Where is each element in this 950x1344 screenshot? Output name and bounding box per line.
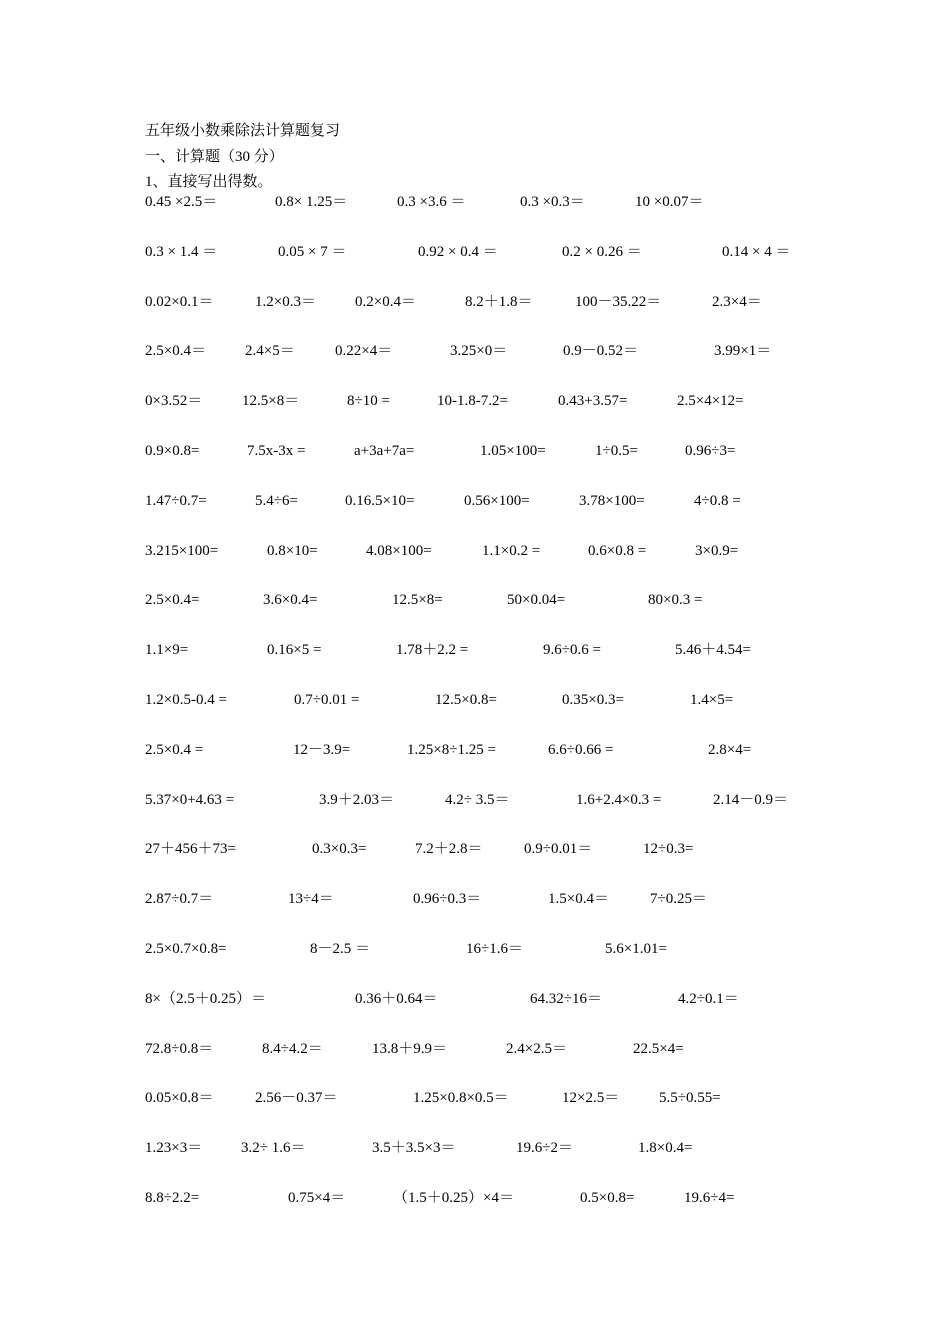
problem-item: 0.16.5×10= bbox=[345, 493, 415, 509]
problem-item: 0.7÷0.01 = bbox=[294, 692, 360, 708]
problem-item: 4.2÷ 3.5＝ bbox=[445, 792, 510, 808]
problem-item: 0.96÷0.3＝ bbox=[413, 891, 482, 907]
problem-item: 3.215×100= bbox=[145, 543, 219, 559]
problem-row bbox=[0, 989, 950, 1013]
problem-item: 1.47÷0.7= bbox=[145, 493, 207, 509]
problem-item: 16÷1.6＝ bbox=[466, 941, 523, 957]
problem-item: 0.14 × 4 ＝ bbox=[722, 244, 791, 260]
problem-item: 0.9－0.52＝ bbox=[563, 343, 639, 359]
problem-item: 19.6÷4= bbox=[684, 1190, 735, 1206]
problem-item: 0×3.52＝ bbox=[145, 393, 203, 409]
problem-row bbox=[0, 341, 950, 365]
problem-item: 5.37×0+4.63 = bbox=[145, 792, 235, 808]
problem-item: 5.6×1.01= bbox=[605, 941, 667, 957]
problem-item: 0.02×0.1＝ bbox=[145, 294, 214, 310]
problem-item: 27＋456＋73= bbox=[145, 841, 236, 857]
problem-item: 1.5×0.4＝ bbox=[548, 891, 609, 907]
problem-item: 1.2×0.5-0.4 = bbox=[145, 692, 227, 708]
problem-item: 4÷0.8 = bbox=[694, 493, 741, 509]
problem-item: 5.46＋4.54= bbox=[675, 642, 751, 658]
problem-item: 0.43+3.57= bbox=[558, 393, 628, 409]
problem-item: 1÷0.5= bbox=[595, 443, 638, 459]
problem-item: 1.05×100= bbox=[480, 443, 546, 459]
problem-item: 0.96÷3= bbox=[685, 443, 736, 459]
problem-item: 3.99×1＝ bbox=[714, 343, 772, 359]
problem-row bbox=[0, 1138, 950, 1162]
problem-item: 1.23×3＝ bbox=[145, 1140, 203, 1156]
problem-row bbox=[0, 740, 950, 764]
problem-item: 8÷10 = bbox=[347, 393, 390, 409]
problem-item: 1.1×0.2 = bbox=[482, 543, 541, 559]
problem-item: 2.8×4= bbox=[708, 742, 752, 758]
problem-item: 5.5÷0.55= bbox=[659, 1090, 721, 1106]
problem-item: 0.9÷0.01＝ bbox=[524, 841, 593, 857]
problem-row bbox=[0, 491, 950, 515]
section-heading: 一、计算题（30 分） bbox=[145, 149, 284, 165]
problem-item: 0.05×0.8＝ bbox=[145, 1090, 214, 1106]
problem-item: 3.25×0＝ bbox=[450, 343, 508, 359]
subsection-heading: 1、直接写出得数。 bbox=[145, 174, 273, 190]
problem-row bbox=[0, 192, 950, 216]
problem-item: 1.78＋2.2 = bbox=[396, 642, 469, 658]
problem-item: 22.5×4= bbox=[633, 1041, 684, 1057]
worksheet-title: 五年级小数乘除法计算题复习 bbox=[145, 123, 341, 139]
problem-item: 0.9×0.8= bbox=[145, 443, 200, 459]
problem-item: 4.08×100= bbox=[366, 543, 432, 559]
problem-item: 3×0.9= bbox=[695, 543, 739, 559]
problem-item: 0.05 × 7 ＝ bbox=[278, 244, 347, 260]
problem-item: 0.3 ×3.6 ＝ bbox=[397, 194, 466, 210]
problem-item: 1.4×5= bbox=[690, 692, 734, 708]
problem-item: （1.5＋0.25）×4＝ bbox=[393, 1190, 514, 1206]
problem-item: 8.4÷4.2＝ bbox=[262, 1041, 323, 1057]
problem-item: 8.2＋1.8＝ bbox=[465, 294, 533, 310]
problem-item: 3.6×0.4= bbox=[263, 592, 318, 608]
problem-row bbox=[0, 541, 950, 565]
problem-item: 12÷0.3= bbox=[643, 841, 694, 857]
problem-item: 4.2÷0.1＝ bbox=[678, 991, 739, 1007]
problem-item: 2.5×0.7×0.8= bbox=[145, 941, 227, 957]
problem-item: 0.56×100= bbox=[464, 493, 530, 509]
problem-item: 3.78×100= bbox=[579, 493, 645, 509]
problem-item: 1.6+2.4×0.3 = bbox=[576, 792, 662, 808]
problem-item: 3.2÷ 1.6＝ bbox=[241, 1140, 306, 1156]
problem-row bbox=[0, 292, 950, 316]
problem-item: 12.5×8= bbox=[392, 592, 443, 608]
problem-item: 2.5×0.4= bbox=[145, 592, 200, 608]
problem-item: 1.8×0.4= bbox=[638, 1140, 693, 1156]
problem-item: 0.3 × 1.4 ＝ bbox=[145, 244, 218, 260]
problem-row bbox=[0, 242, 950, 266]
problem-item: 2.4×5＝ bbox=[245, 343, 295, 359]
problem-item: 12－3.9= bbox=[293, 742, 351, 758]
problem-item: 0.36＋0.64＝ bbox=[355, 991, 438, 1007]
problem-item: 10 ×0.07＝ bbox=[635, 194, 704, 210]
problem-item: 0.75×4＝ bbox=[288, 1190, 346, 1206]
problem-item: 64.32÷16＝ bbox=[530, 991, 602, 1007]
problem-item: 0.22×4＝ bbox=[335, 343, 393, 359]
problem-item: 0.35×0.3= bbox=[562, 692, 624, 708]
problem-item: 6.6÷0.66 = bbox=[548, 742, 614, 758]
problem-row bbox=[0, 391, 950, 415]
problem-row bbox=[0, 441, 950, 465]
problem-item: 7.5x-3x = bbox=[247, 443, 306, 459]
problem-item: 0.16×5 = bbox=[267, 642, 322, 658]
problem-item: 2.5×0.4＝ bbox=[145, 343, 206, 359]
problem-item: 0.5×0.8= bbox=[580, 1190, 635, 1206]
problem-row bbox=[0, 1088, 950, 1112]
problem-row bbox=[0, 590, 950, 614]
problem-row bbox=[0, 690, 950, 714]
problem-item: 0.3 ×0.3＝ bbox=[520, 194, 585, 210]
problem-item: 0.92 × 0.4 ＝ bbox=[418, 244, 498, 260]
problem-item: 72.8÷0.8＝ bbox=[145, 1041, 214, 1057]
problem-item: 3.5＋3.5×3＝ bbox=[372, 1140, 456, 1156]
problem-item: 12.5×8＝ bbox=[242, 393, 300, 409]
problem-item: 0.8× 1.25＝ bbox=[275, 194, 348, 210]
problem-item: 2.5×4×12= bbox=[677, 393, 744, 409]
problem-item: 2.4×2.5＝ bbox=[506, 1041, 567, 1057]
problem-item: 2.87÷0.7＝ bbox=[145, 891, 214, 907]
problem-item: 0.8×10= bbox=[267, 543, 318, 559]
problem-item: 13÷4＝ bbox=[288, 891, 334, 907]
problem-item: 0.2 × 0.26 ＝ bbox=[562, 244, 642, 260]
problem-item: 12×2.5＝ bbox=[562, 1090, 620, 1106]
problem-item: 8×（2.5＋0.25）＝ bbox=[145, 991, 266, 1007]
problem-row bbox=[0, 889, 950, 913]
problem-item: 8.8÷2.2= bbox=[145, 1190, 200, 1206]
problem-row bbox=[0, 790, 950, 814]
problem-item: 0.3×0.3= bbox=[312, 841, 367, 857]
problem-item: 8－2.5 ＝ bbox=[310, 941, 371, 957]
problem-item: 13.8＋9.9＝ bbox=[372, 1041, 448, 1057]
problem-item: 2.3×4＝ bbox=[712, 294, 762, 310]
problem-item: 2.5×0.4 = bbox=[145, 742, 204, 758]
problem-row bbox=[0, 1039, 950, 1063]
problem-item: 19.6÷2＝ bbox=[516, 1140, 573, 1156]
problem-item: 12.5×0.8= bbox=[435, 692, 497, 708]
problem-item: 7÷0.25＝ bbox=[650, 891, 707, 907]
problem-item: 5.4÷6= bbox=[255, 493, 298, 509]
problem-item: 50×0.04= bbox=[507, 592, 566, 608]
problem-item: 10-1.8-7.2= bbox=[437, 393, 508, 409]
problem-row bbox=[0, 839, 950, 863]
problem-row bbox=[0, 939, 950, 963]
problem-item: 1.2×0.3＝ bbox=[255, 294, 316, 310]
problem-item: 0.6×0.8 = bbox=[588, 543, 647, 559]
problem-item: 0.45 ×2.5＝ bbox=[145, 194, 218, 210]
problem-item: 9.6÷0.6 = bbox=[543, 642, 601, 658]
problem-item: 100－35.22＝ bbox=[575, 294, 662, 310]
problem-item: 1.25×0.8×0.5＝ bbox=[413, 1090, 509, 1106]
problem-row bbox=[0, 640, 950, 664]
problem-item: 1.1×9= bbox=[145, 642, 189, 658]
problem-item: a+3a+7a= bbox=[354, 443, 415, 459]
problem-item: 80×0.3 = bbox=[648, 592, 703, 608]
problem-item: 1.25×8÷1.25 = bbox=[407, 742, 496, 758]
problem-item: 2.14－0.9＝ bbox=[713, 792, 789, 808]
problem-row bbox=[0, 1188, 950, 1212]
problem-item: 3.9＋2.03＝ bbox=[319, 792, 395, 808]
problem-item: 7.2＋2.8＝ bbox=[415, 841, 483, 857]
problem-item: 2.56－0.37＝ bbox=[255, 1090, 338, 1106]
problem-item: 0.2×0.4＝ bbox=[355, 294, 416, 310]
